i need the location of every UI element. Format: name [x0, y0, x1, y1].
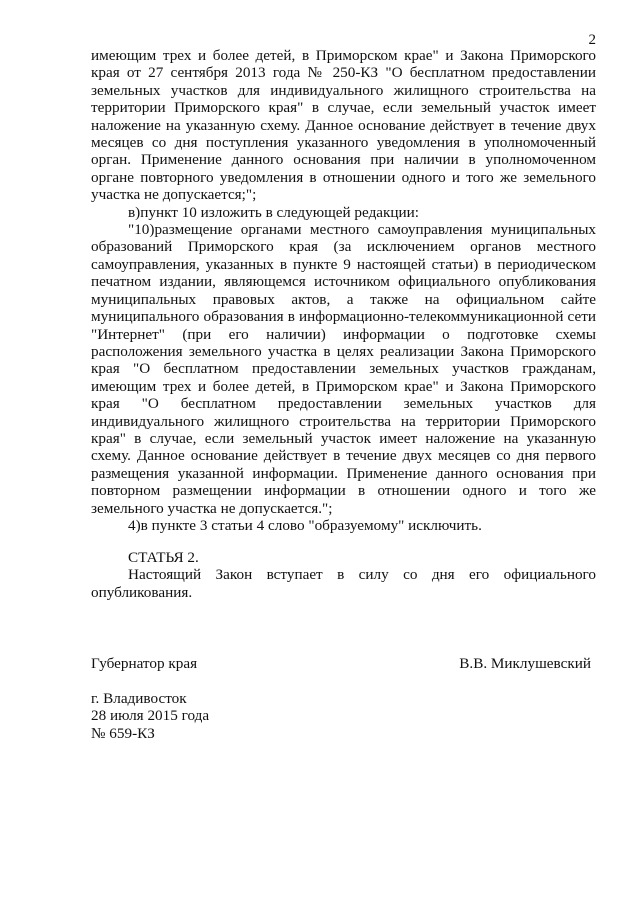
- article-heading: СТАТЬЯ 2.: [128, 549, 199, 566]
- city: г. Владивосток: [91, 690, 187, 707]
- paragraph-continuation: имеющим трех и более детей, в Приморском крае" и Закона Приморского края от 27 сентября 2013 года № 250-КЗ "О бесплатном предоставлении земельных участков для индивидуального жилищного строительства на территории Приморского края" в случае, если земельный участок имеет наложение на указанную схему. Данное основание действует в течение двух месяцев со дня поступления указанного уведомления в уполномоченный орган. Применение данного основания при наличии в уполномоченном органе повторного уведомления в отношении одного и того же земельного участка не допускается;";: [91, 47, 596, 204]
- signatory-title: Губернатор края: [91, 655, 198, 672]
- signatory-name: В.В. Миклушевский: [459, 655, 591, 672]
- paragraph-item-v: в)пункт 10 изложить в следующей редакции:: [128, 203, 420, 221]
- law-number: № 659-КЗ: [91, 724, 155, 742]
- paragraph-item-4: 4)в пункте 3 статьи 4 слово "образуемому" исключить.: [128, 516, 482, 534]
- place-date-block: [91, 690, 209, 742]
- article-2-block: [91, 549, 596, 601]
- date: 28 июля 2015 года: [91, 707, 210, 725]
- page-number: 2: [588, 32, 596, 48]
- paragraph-item-10: "10)размещение органами местного самоуправления муниципальных образований Приморского края (за исключением органов местного самоуправления, указанных в пункте 9 настоящей статьи) в периодическом печатном издании, являющемся источником официального опубликования муниципальных правовых актов, а также на официальном сайте муниципального образования в информационно-телекоммуникационной сети "Интернет" (при его наличии) информации о подготовке схемы расположения земельного участка в целях реализации Закона Приморского края "О бесплатном предоставлении земельных участков гражданам, имеющим трех и более детей, в Приморском крае" и Закона Приморского края "О бесплатном предоставлении земельных участков для индивидуального жилищного строительства на территории Приморского края" в случае, если земельный участок имеет наложение на указанную схему. Данное основание действует в течение двух месяцев со дня первого размещения указанной информации. Применение данного основания при повторном размещении информации в отношении одного и того же земельного участка не допускается.";: [91, 221, 596, 517]
- document-body: [91, 47, 596, 534]
- article-text: Настоящий Закон вступает в силу со дня его официального опубликования.: [91, 566, 596, 601]
